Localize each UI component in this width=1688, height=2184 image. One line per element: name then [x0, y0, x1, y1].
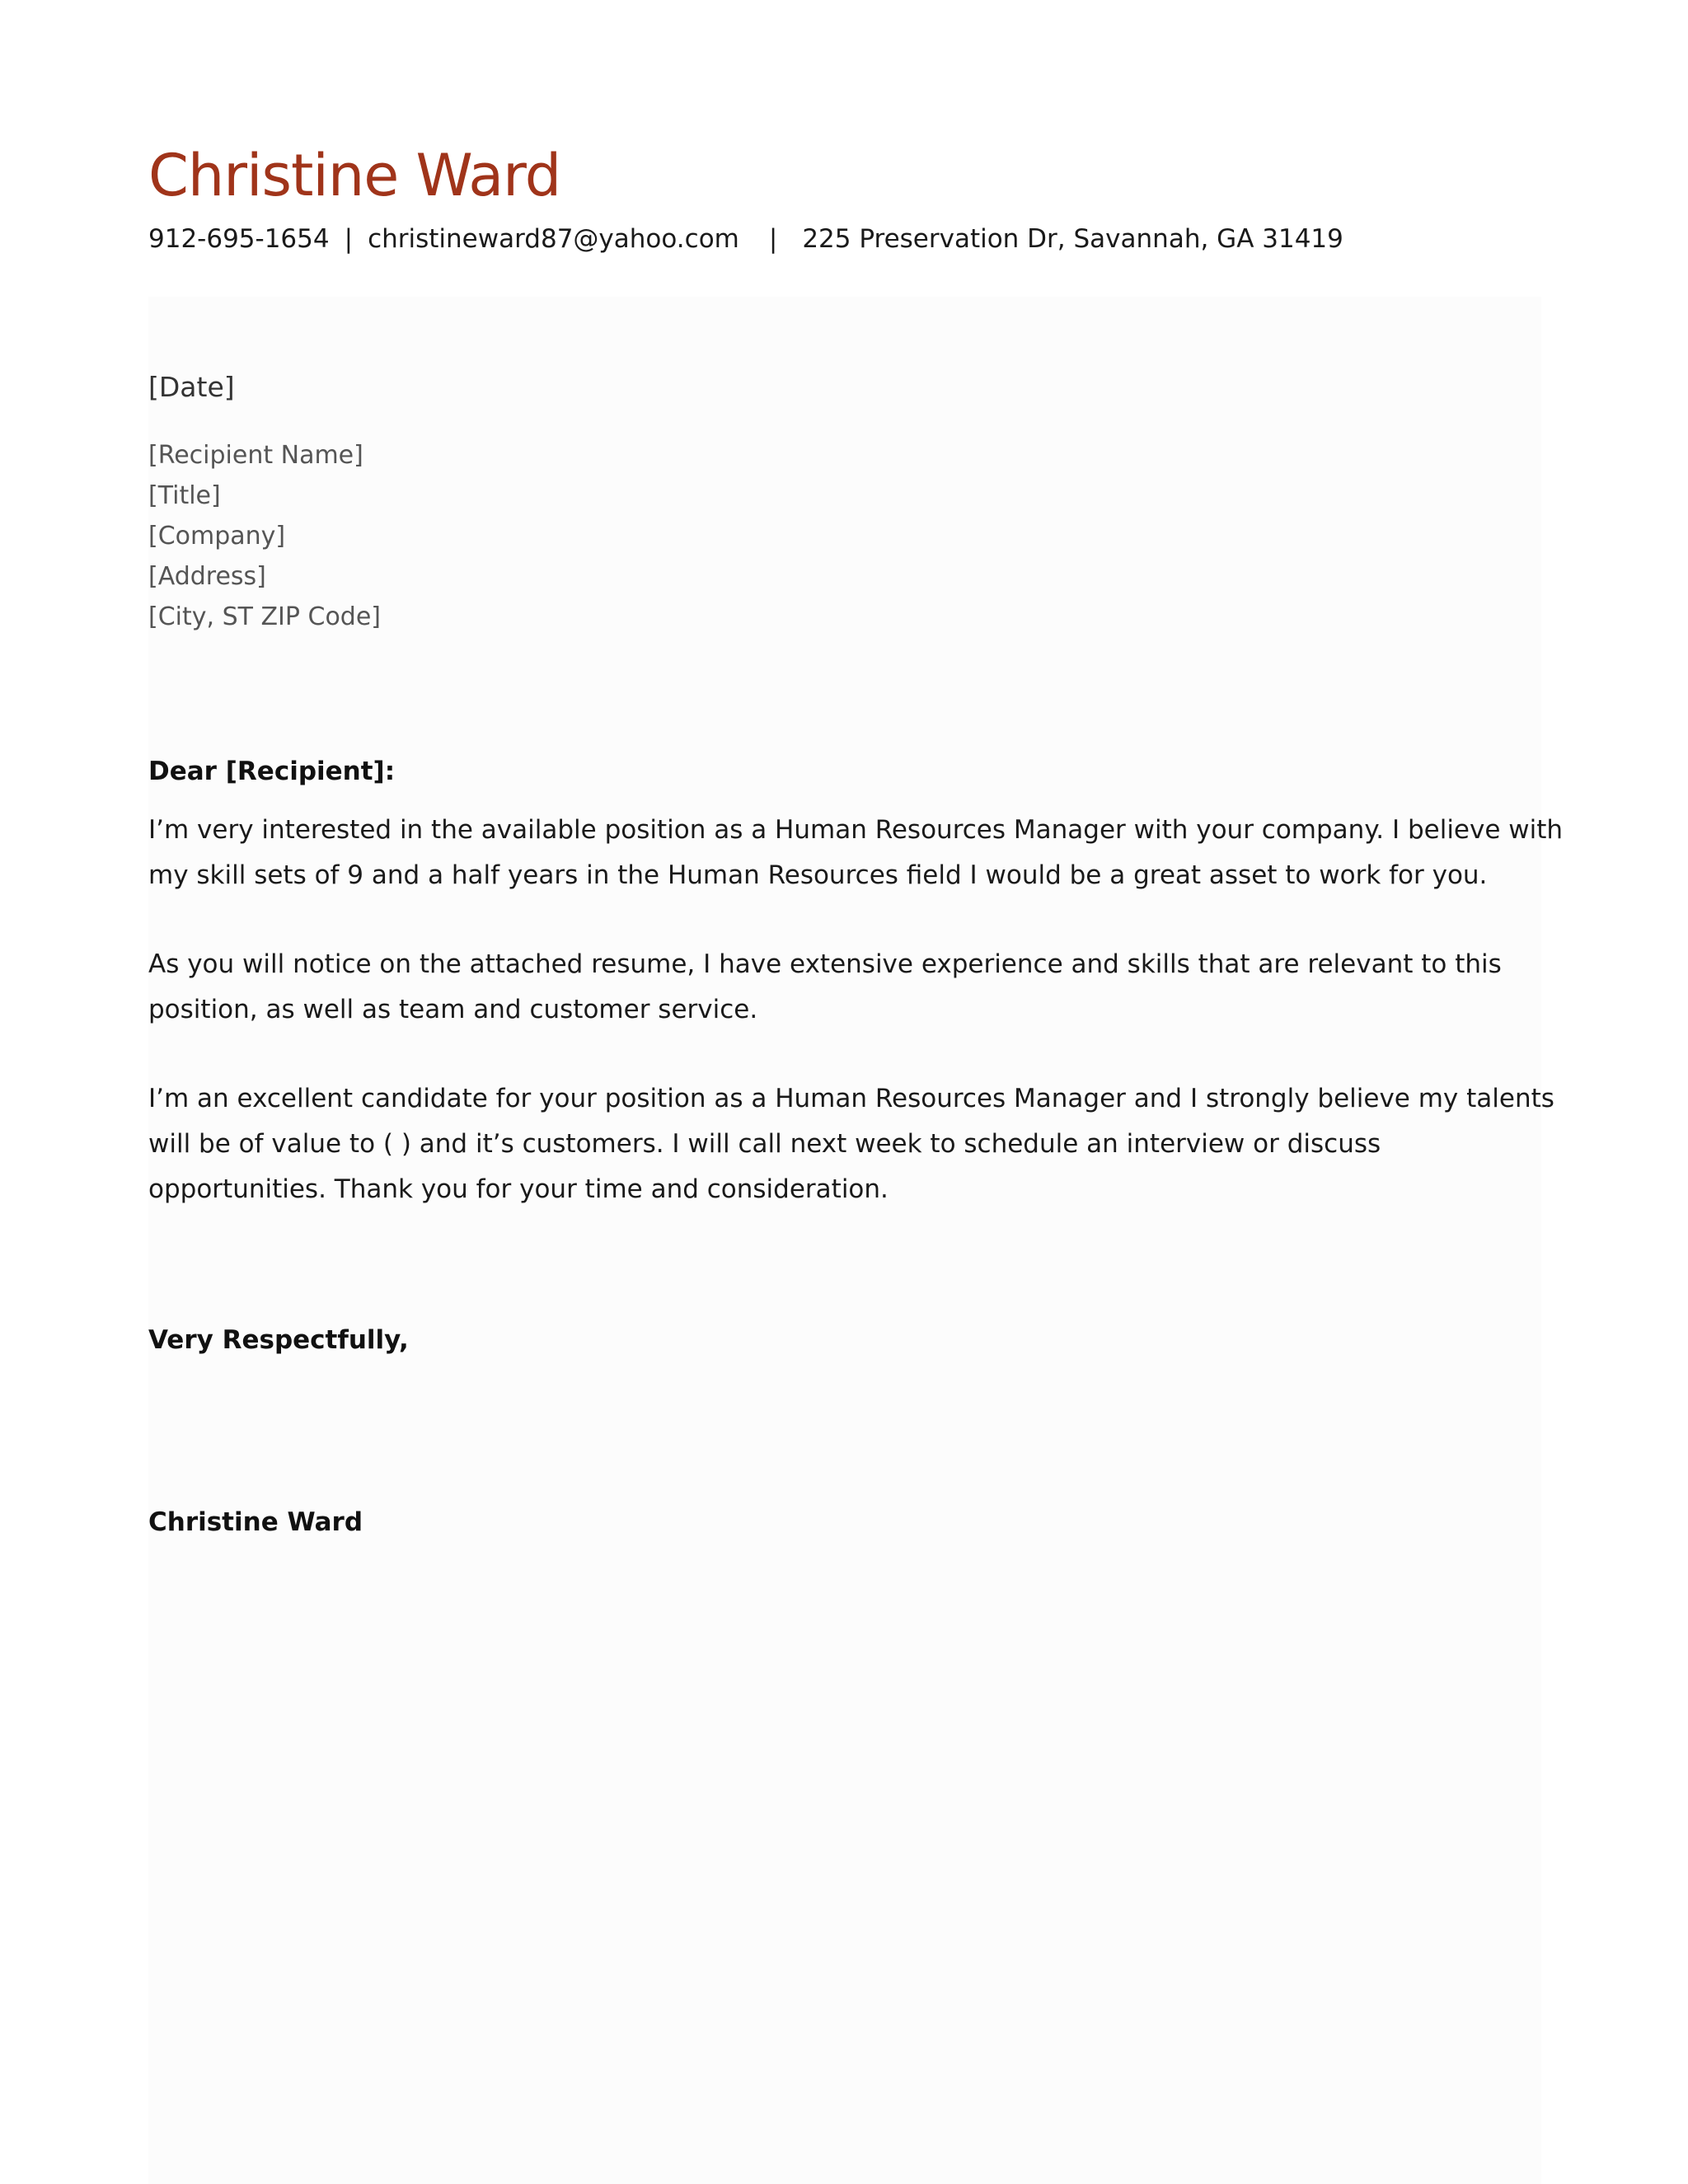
- sender-email: christineward87@yahoo.com: [368, 224, 739, 254]
- contact-separator: |: [768, 224, 778, 254]
- body-paragraph: [148, 1076, 1554, 1212]
- recipient-address: [Address]: [148, 562, 266, 591]
- paragraph-line: I’m very interested in the available position as a Human Resources Manager with your company. I believe with: [148, 815, 1564, 845]
- closing-line: Very Respectfully,: [148, 1325, 409, 1355]
- letter-date: [Date]: [148, 371, 235, 403]
- paragraph-line: opportunities. Thank you for your time and consideration.: [148, 1174, 889, 1204]
- recipient-city-state-zip: [City, ST ZIP Code]: [148, 602, 382, 631]
- recipient-block: [148, 435, 381, 637]
- paragraph-line: will be of value to ( ) and it’s customers. I will call next week to schedule an interview or discuss: [148, 1129, 1381, 1159]
- contact-separator: |: [344, 224, 354, 254]
- sender-name-heading: Christine Ward: [148, 142, 561, 209]
- paragraph-line: I’m an excellent candidate for your position as a Human Resources Manager and I strongly believe my talents: [148, 1084, 1554, 1113]
- contact-line: [148, 224, 1343, 254]
- paragraph-line: position, as well as team and customer service.: [148, 995, 758, 1024]
- paragraph-line: my skill sets of 9 and a half years in the Human Resources field I would be a great asset to work for you.: [148, 860, 1488, 890]
- signature-name: Christine Ward: [148, 1507, 363, 1537]
- sender-phone: 912-695-1654: [148, 224, 330, 254]
- recipient-company: [Company]: [148, 522, 286, 551]
- body-paragraph: [148, 808, 1564, 898]
- sender-address: 225 Preservation Dr, Savannah, GA 31419: [802, 224, 1343, 254]
- body-paragraph: [148, 942, 1550, 1033]
- recipient-name: [Recipient Name]: [148, 441, 363, 470]
- salutation: Dear [Recipient]:: [148, 757, 396, 786]
- paragraph-line: As you will notice on the attached resume, I have extensive experience and skills that are relevant to this: [148, 949, 1502, 979]
- recipient-title: [Title]: [148, 481, 221, 510]
